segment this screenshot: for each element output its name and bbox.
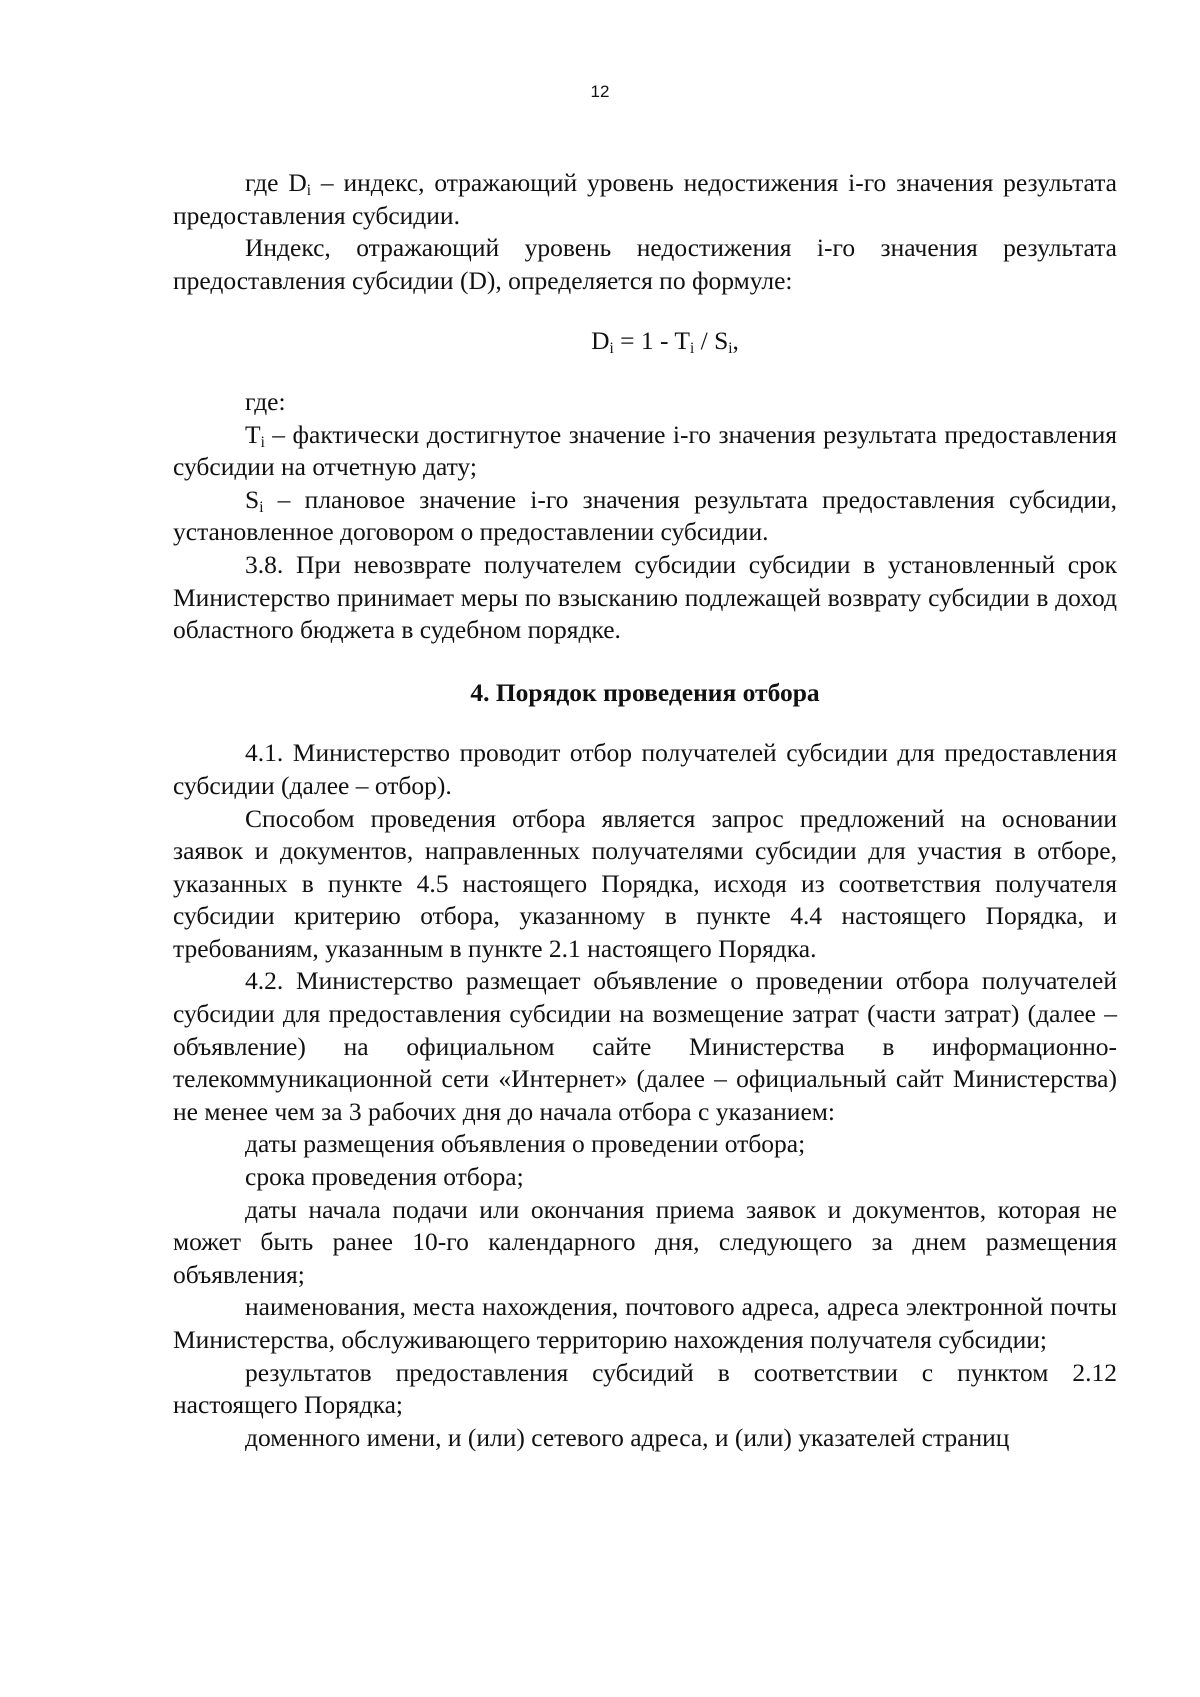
where-label: где: <box>245 386 286 416</box>
di-symbol: D <box>288 168 307 197</box>
ti-symbol: T <box>245 419 261 449</box>
di-subscript: i <box>306 181 311 199</box>
paragraph-4-2: 4.2. Министерство размещает объявление о проведении отбора получателей субсидии для предоставления субсидии на возмещение затрат (части затрат) (далее – объявление) на официальном сайте Министерства в информационно-телекоммуникационной сети «Интернет» (далее – официальный сайт Министерства) не менее чем за 3 рабочих дня до начала отбора с указанием: <box>173 966 1117 1126</box>
paragraph-index-formula-intro: Индекс, отражающий уровень недостижения i-го значения результата предоставления субсидии (D), определяется по формуле: <box>173 233 1117 295</box>
paragraph-si-definition <box>173 484 1117 549</box>
ti-definition-text: – фактически достигнутое значение i-го значения результата предоставления субсидии на отчетную дату; <box>173 419 1117 482</box>
section-heading: 4. Порядок проведения отбора <box>470 677 820 707</box>
list-item: доменного имени, и (или) сетевого адреса, и (или) указателей страниц <box>245 1422 1010 1452</box>
list-item: результатов предоставления субсидий в соответствии с пунктом 2.12 настоящего Порядка; <box>173 1357 1117 1420</box>
formula-s-sub: i <box>728 340 733 358</box>
spacer <box>173 378 1117 386</box>
list-item: наименования, места нахождения, почтового адреса, адреса электронной почты Министерства, обслуживающего территорию нахождения получателя субсидии; <box>173 1292 1117 1354</box>
ti-subscript: i <box>260 433 265 451</box>
si-symbol: S <box>245 484 260 514</box>
formula-slash: / S <box>694 326 729 356</box>
paragraph-ti-definition <box>173 419 1117 484</box>
formula <box>173 325 1117 358</box>
paragraph-4-1: 4.1. Министерство проводит отбор получателей субсидии для предоставления субсидии (далее – отбор). <box>173 738 1117 800</box>
formula-t-sub: i <box>690 340 695 358</box>
paragraph-selection-method: Способом проведения отбора является запрос предложений на основании заявок и документов, направленных получателями субсидии для участия в отборе, указанных в пункте 4.5 настоящего Порядка, исходя из соответствия получателя субсидии критерию отбора, указанному в пункте 4.4 настоящего Порядка, и требованиям, указанным в пункте 2.1 настоящего Порядка. <box>173 803 1117 963</box>
di-definition-text: – индекс, отражающий уровень недостижения i-го значения результата предоставления субсидии. <box>173 168 1117 230</box>
formula-d: D <box>591 326 610 356</box>
formula-d-sub: i <box>609 340 614 358</box>
paragraph-di-definition: где $D_i$ – индекс, отражающий уровень недостижения i-го значения результата предоставления субсидии. <box>173 168 1117 230</box>
paragraph-3-8: 3.8. При невозврате получателем субсидии субсидии в установленный срок Министерство принимает меры по взысканию подлежащей возврату субсидии в доход областного бюджета в судебном порядке. <box>173 549 1117 645</box>
page-number: 12 <box>590 82 610 101</box>
list-item: срока проведения отбора; <box>245 1162 524 1192</box>
document-body <box>173 167 1117 1454</box>
formula-end: , <box>732 326 739 356</box>
list-item: даты начала подачи или окончания приема заявок и документов, которая не может быть ранее 10-го календарного дня, следующего за днем размещения объявления; <box>173 1194 1117 1289</box>
list-item: даты размещения объявления о проведении отбора; <box>245 1129 806 1159</box>
formula-middle: = 1 - T <box>613 326 690 356</box>
si-subscript: i <box>259 498 264 516</box>
si-definition-text: – плановое значение i-го значения результата предоставления субсидии, установленное договором о предоставлении субсидии. <box>173 484 1117 547</box>
